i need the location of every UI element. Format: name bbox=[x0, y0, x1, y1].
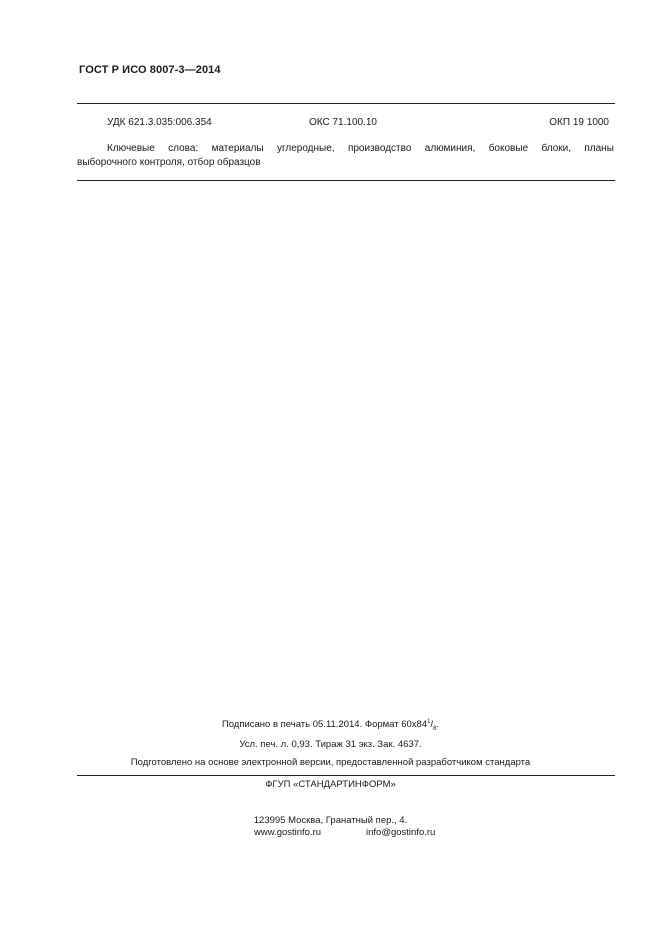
standard-id: ГОСТ Р ИСО 8007-3—2014 bbox=[79, 64, 221, 76]
keywords-divider bbox=[77, 180, 615, 181]
format-numerator: 1 bbox=[427, 719, 431, 725]
keywords-line-1 bbox=[77, 142, 614, 156]
imprint-divider bbox=[77, 775, 615, 776]
print-info: Усл. печ. л. 0,93. Тираж 31 экз. Зак. 4637. bbox=[239, 739, 422, 750]
oks-code: ОКС 71.100.10 bbox=[309, 117, 377, 128]
keyword-word: боковые bbox=[488, 143, 529, 154]
keyword-word: блоки, bbox=[541, 143, 571, 154]
signed-text: Подписано в печать 05.11.2014. Формат 60x84 bbox=[221, 719, 428, 731]
classification-codes bbox=[107, 117, 609, 131]
keyword-word: материалы bbox=[211, 143, 264, 154]
signed-for-print: Подписано в печать 05.11.2014. Формат $60x84^1/_8$. bbox=[221, 719, 440, 733]
keyword-word: производство bbox=[347, 143, 412, 154]
keyword-word: слова: bbox=[168, 143, 199, 154]
keywords-block bbox=[77, 142, 614, 170]
top-divider bbox=[77, 103, 615, 104]
publisher-address: 123995 Москва, Гранатный пер., 4. bbox=[253, 815, 408, 826]
email-link[interactable]: info@gostinfo.ru bbox=[366, 827, 436, 838]
keywords-line-2: выборочного контроля, отбор образцов bbox=[77, 157, 261, 168]
keyword-word: Ключевые bbox=[107, 143, 155, 154]
keyword-word: углеродные, bbox=[276, 143, 335, 154]
udk-code: УДК 621.3.035:006.354 bbox=[107, 117, 212, 128]
prepared-note: Подготовлено на основе электронной версии, предоставленной разработчиком стандарта bbox=[130, 757, 531, 768]
format-denominator: 8 bbox=[433, 726, 437, 733]
website-link[interactable]: www.gostinfo.ru bbox=[254, 827, 322, 838]
okp-code: ОКП 19 1000 bbox=[549, 117, 609, 128]
signed-suffix: . bbox=[436, 719, 440, 731]
publisher-name: ФГУП «СТАНДАРТИНФОРМ» bbox=[265, 779, 396, 790]
keyword-word: планы bbox=[584, 143, 614, 154]
keyword-word: алюминия, bbox=[424, 143, 476, 154]
